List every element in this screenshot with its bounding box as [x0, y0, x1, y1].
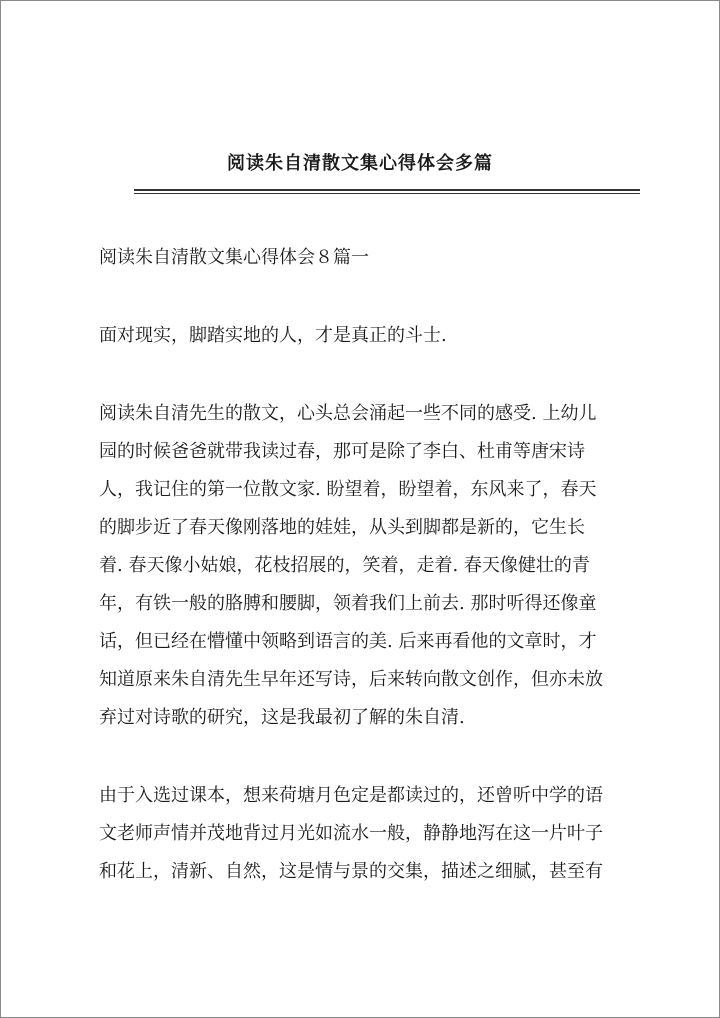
paragraph-2 [99, 777, 639, 891]
paragraph-line: 弃过对诗歌的研究，这是我最初了解的朱自清. [99, 707, 465, 728]
paragraph-line: 的脚步近了春天像刚落地的娃娃，从头到脚都是新的，它生长 [99, 517, 585, 538]
paragraph-line: 和花上，清新、自然，这是情与景的交集，描述之细腻，甚至有 [99, 861, 603, 882]
quote-text: 面对现实，脚踏实地的人，才是真正的斗士. [99, 325, 447, 346]
paragraph-1 [99, 395, 639, 737]
paragraph-line: 文老师声情并茂地背过月光如流水一般，静静地泻在这一片叶子 [99, 823, 603, 844]
paragraph-line: 阅读朱自清先生的散文，心头总会涌起一些不同的感受. 上幼儿 [99, 403, 597, 424]
quote-paragraph [99, 317, 639, 355]
paragraph-line: 人，我记住的第一位散文家. 盼望着，盼望着，东风来了，春天 [99, 479, 597, 500]
paragraph-line: 话，但已经在懵懂中领略到语言的美. 后来再看他的文章时，才 [99, 631, 597, 652]
title-divider-thin [134, 193, 640, 194]
title-divider-thick [134, 189, 640, 191]
section-heading-text: 阅读朱自清散文集心得体会８篇一 [99, 247, 369, 268]
paragraph-line: 着. 春天像小姑娘，花枝招展的，笑着，走着. 春天像健壮的青 [99, 555, 590, 576]
paragraph-line: 由于入选过课本，想来荷塘月色定是都读过的，还曾听中学的语 [99, 785, 603, 806]
paragraph-line: 园的时候爸爸就带我读过春，那可是除了李白、杜甫等唐宋诗 [99, 441, 585, 462]
section-heading [99, 239, 639, 277]
paragraph-line: 年，有铁一般的胳膊和腰脚，领着我们上前去. 那时听得还像童 [99, 593, 597, 614]
paragraph-line: 知道原来朱自清先生早年还写诗，后来转向散文创作，但亦未放 [99, 669, 603, 690]
document-title: 阅读朱自清散文集心得体会多篇 [227, 153, 493, 174]
